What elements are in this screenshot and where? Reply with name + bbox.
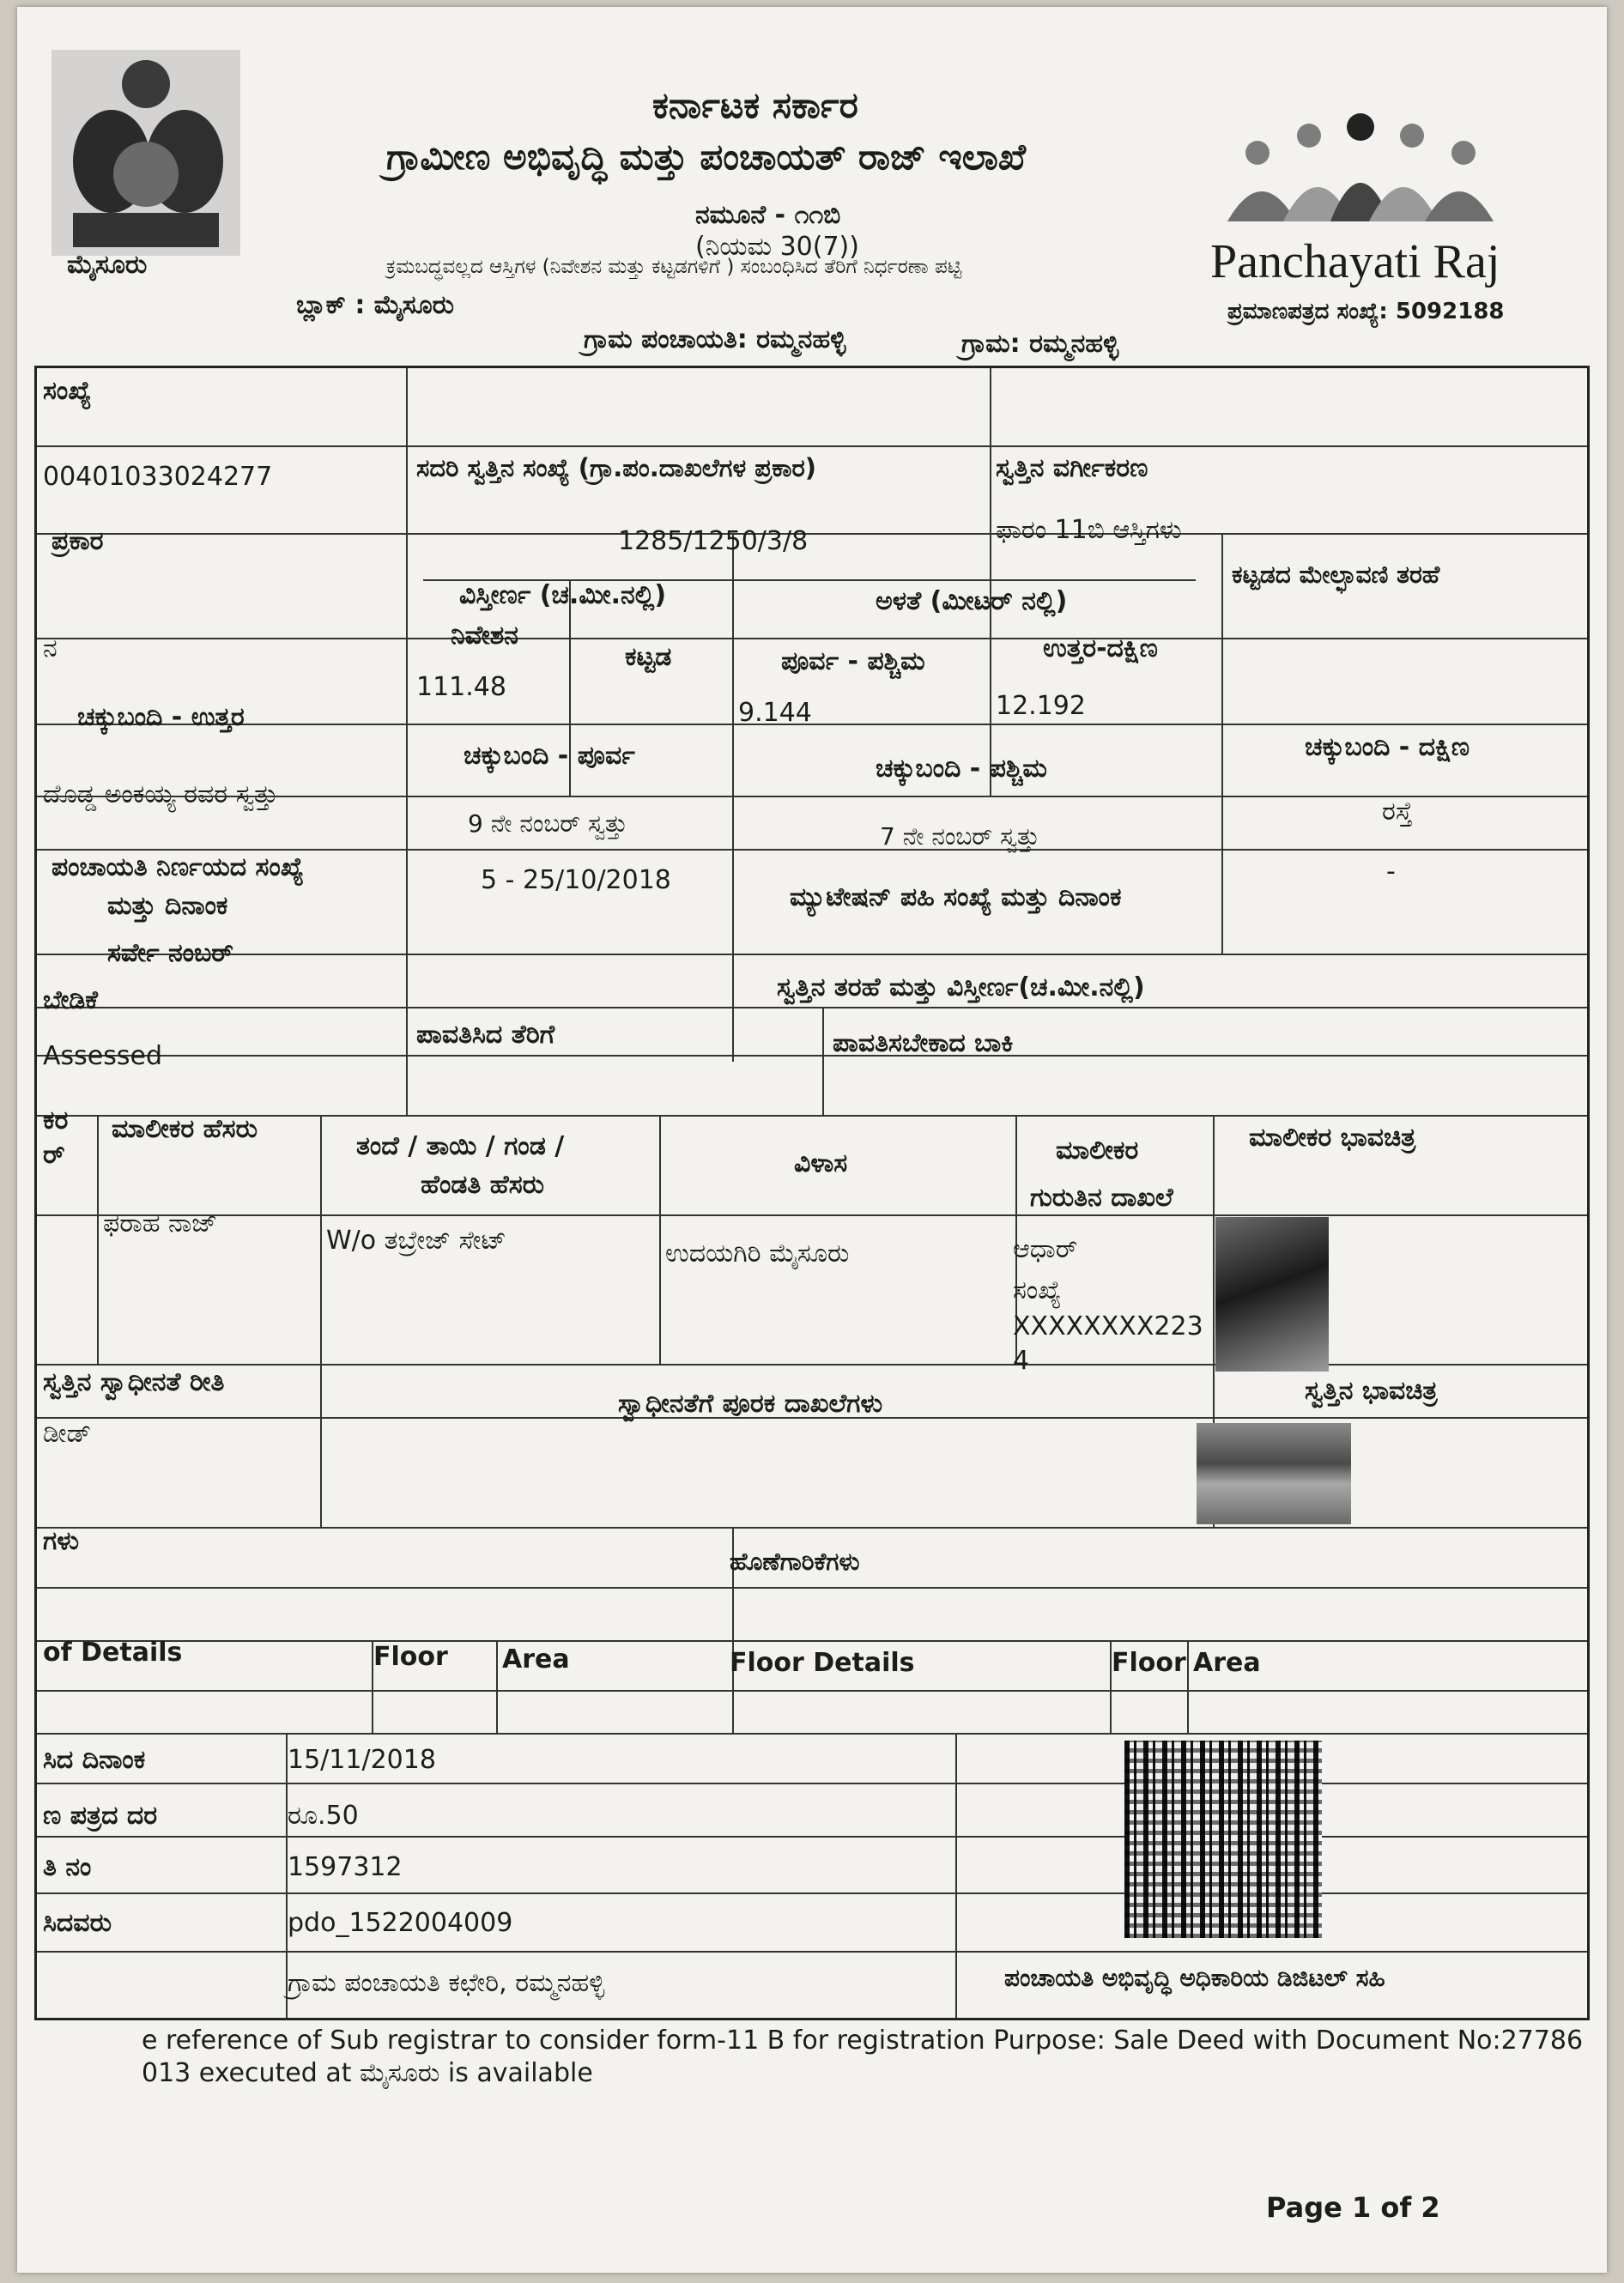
label-owner-id-1: ಮಾಲೀಕರ xyxy=(1056,1135,1139,1166)
value-receipt-no: 1597312 xyxy=(288,1852,403,1882)
label-decision-2: ಮತ್ತು ದಿನಾಂಕ xyxy=(107,891,228,921)
label-boundary-east: ಚಕ್ಕುಬಂದಿ - ಪೂರ್ವ xyxy=(464,741,635,771)
value-north-south: 12.192 xyxy=(996,691,1086,721)
label-north-south: ಉತ್ತರ-ದಕ್ಷಿಣ xyxy=(1043,633,1158,663)
label-property-number: ಸದರಿ ಸ್ವತ್ತಿನ ಸಂಖ್ಯೆ (ಗ್ರಾ.ಪಂ.ದಾಖಲೆಗಳ ಪ್ರಕಾರ) xyxy=(416,453,817,482)
label-balance: ಪಾವತಿಸಬೇಕಾದ ಬಾಕಿ xyxy=(833,1028,1014,1058)
label-floor: Floor xyxy=(373,1642,448,1672)
label-paid-tax: ಪಾವತಿಸಿದ ತೆರಿಗೆ xyxy=(416,1020,555,1050)
emblem-label: ಮೈಸೂರು xyxy=(67,250,148,280)
value-id-number: 00401033024277 xyxy=(43,462,273,492)
form-number: ನಮೂನೆ - ೧೧ಬಿ xyxy=(695,200,841,230)
label-ownership-mode: ಸ್ವತ್ತಿನ ಸ್ವಾಧೀನತೆ ರೀತಿ xyxy=(43,1367,225,1397)
value-mutation: - xyxy=(1386,857,1396,887)
label-receipt-no: ತಿ ನಂ xyxy=(43,1852,92,1882)
value-relative: W/o ತಬ್ರೇಜ್ ಸೇಟ್ xyxy=(326,1226,506,1256)
label-digital-signature: ಪಂಚಾಯತಿ ಅಭಿವೃದ್ಧಿ ಅಧಿಕಾರಿಯ ಡಿಜಿಟಲ್ ಸಹಿ xyxy=(1004,1964,1385,1992)
owner-photo xyxy=(1215,1217,1329,1372)
label-number: ಸಂಖ್ಯೆ xyxy=(43,376,92,406)
qr-code xyxy=(1124,1741,1322,1938)
label-classification: ಸ್ವತ್ತಿನ ವರ್ಗೀಕರಣ xyxy=(996,453,1148,483)
value-decision: 5 - 25/10/2018 xyxy=(481,865,671,895)
certificate-number: ಪ್ರಮಾಣಪತ್ರದ ಸಂಖ್ಯೆ: 5092188 xyxy=(1227,299,1505,324)
value-id-label: ಸಂಖ್ಯೆ xyxy=(1013,1275,1062,1305)
label-mutation: ಮ್ಯುಟೇಷನ್ ಪಹಿ ಸಂಖ್ಯೆ ಮತ್ತು ದಿನಾಂಕ xyxy=(790,882,1122,912)
label-address: ವಿಳಾಸ xyxy=(794,1148,848,1178)
assessment-table xyxy=(34,366,1590,2020)
value-boundary-north: ದೊಡ್ಡ ಅಂಕಯ್ಯ ರವರ ಸ್ವತ್ತು xyxy=(43,779,278,809)
label-roof-type: ಕಟ್ಟಡದ ಮೇಲ್ಛಾವಣಿ ತರಹೆ xyxy=(1232,560,1440,589)
value-address: ಉದಯಗಿರಿ ಮೈಸೂರು xyxy=(665,1238,850,1269)
label-decision-1: ಪಂಚಾಯತಿ ನಿರ್ಣಯದ ಸಂಖ್ಯೆ xyxy=(52,852,304,882)
property-photo xyxy=(1197,1423,1351,1524)
village-name: ಗ್ರಾಮ: ರಮ್ಮನಹಳ್ಳಿ xyxy=(961,329,1119,359)
label-boundary-south: ಚಕ್ಕುಬಂದಿ - ದಕ್ಷಿಣ xyxy=(1305,732,1470,762)
label-type: ಪ್ರಕಾರ xyxy=(52,526,104,556)
label-area: ವಿಸ್ತೀರ್ಣ (ಚ.ಮೀ.ನಲ್ಲಿ) xyxy=(459,580,667,610)
label-issued-by: ಸಿದವರು xyxy=(43,1908,112,1938)
label-issued-date: ಸಿದ ದಿನಾಂಕ xyxy=(43,1745,146,1775)
label-relative-1: ತಂದೆ / ತಾಯಿ / ಗಂಡ / xyxy=(356,1131,565,1161)
footer-note-2: 013 executed at ಮೈಸೂರು is available xyxy=(142,2058,593,2088)
value-classification: ಫಾರಂ 11ಬಿ ಆಸ್ತಿಗಳು xyxy=(996,515,1182,545)
value-id-suffix: 4 xyxy=(1013,1346,1030,1376)
brand-name: Panchayati Raj xyxy=(1210,235,1500,288)
value-id-type: ಆಧಾರ್ xyxy=(1013,1234,1078,1264)
label-floor-2: Floor xyxy=(1112,1648,1186,1678)
karnataka-emblem-icon xyxy=(43,33,249,264)
label-building: ಕಟ್ಟಡ xyxy=(625,642,672,672)
label-site: ನಿವೇಶನ xyxy=(451,621,518,651)
label-property-type-area: ಸ್ವತ್ತಿನ ತರಹೆ ಮತ್ತು ವಿಸ್ತೀರ್ಣ(ಚ.ಮೀ.ನಲ್ಲಿ) xyxy=(777,972,1145,1002)
label-area-en: Area xyxy=(502,1644,570,1674)
value-site-area: 111.48 xyxy=(416,672,506,702)
value-east-west: 9.144 xyxy=(738,698,812,728)
document-sheet xyxy=(17,7,1607,2273)
label-liabilities: ಹೊಣೆಗಾರಿಕೆಗಳು xyxy=(730,1547,860,1576)
value-id-masked: XXXXXXXX223 xyxy=(1013,1311,1203,1341)
label-cert-fee: ಣ ಪತ್ರದ ದರ xyxy=(43,1801,158,1831)
label-owner-no-1: ಕರ xyxy=(43,1105,69,1135)
block-name: ಬ್ಲಾಕ್ : ಮೈಸೂರು xyxy=(296,290,455,320)
label-ownership-docs: ಸ್ವಾಧೀನತೆಗೆ ಪೂರಕ ದಾಖಲೆಗಳು xyxy=(618,1389,883,1419)
value-office: ಗ್ರಾಮ ಪಂಚಾಯತಿ ಕಛೇರಿ, ರಮ್ಮನಹಳ್ಳಿ xyxy=(288,1968,605,1998)
govt-title: ಕರ್ನಾಟಕ ಸರ್ಕಾರ xyxy=(652,84,858,126)
value-boundary-east: 9 ನೇ ನಂಬರ್ ಸ್ವತ್ತು xyxy=(468,809,628,838)
value-boundary-south: ರಸ್ತೆ xyxy=(1382,796,1413,827)
label-floor-details: of Details xyxy=(43,1638,183,1668)
value-issued-date: 15/11/2018 xyxy=(288,1745,436,1775)
dept-title: ಗ್ರಾಮೀಣ ಅಭಿವೃದ್ಧಿ ಮತ್ತು ಪಂಚಾಯತ್ ರಾಜ್ ಇಲಾಖೆ xyxy=(386,136,1027,178)
label-items: ಗಳು xyxy=(43,1526,80,1556)
label-owner-no-2: ರ್ xyxy=(43,1140,65,1170)
panchayati-raj-logo-icon xyxy=(1210,101,1502,239)
label-assessed: Assessed xyxy=(43,1041,162,1071)
label-owner-id-2: ಗುರುತಿನ ದಾಖಲೆ xyxy=(1030,1183,1173,1213)
label-property-photo: ಸ್ವತ್ತಿನ ಭಾವಚಿತ್ರ xyxy=(1305,1376,1438,1406)
label-deed: ಡೀಡ್ xyxy=(43,1419,92,1449)
label-boundary-west: ಚಕ್ಕುಬಂದಿ - ಪಶ್ಚಿಮ xyxy=(876,754,1047,784)
label-owner-photo: ಮಾಲೀಕರ ಭಾವಚಿತ್ರ xyxy=(1249,1123,1416,1153)
value-owner-name: ಫರಾಹ ನಾಜ್ xyxy=(103,1208,218,1238)
label-relative-2: ಹೆಂಡತಿ ಹೆಸರು xyxy=(421,1170,545,1200)
label-floor-details-2: Floor Details xyxy=(730,1648,915,1678)
label-dimension: ಅಳತೆ (ಮೀಟರ್ ನಲ್ಲಿ) xyxy=(876,586,1068,616)
label-demand: ಬೇಡಿಕೆ xyxy=(43,985,98,1015)
form-subtitle: ಕ್ರಮಬದ್ಧವಲ್ಲದ ಆಸ್ತಿಗಳ (ನಿವೇಶನ ಮತ್ತು ಕಟ್ಟಡಗಳಿಗೆ ) ಸಂಬಂಧಿಸಿದ ತೆರಿಗೆ ನಿರ್ಧರಣಾ ಪಟ್ಟಿ xyxy=(386,256,962,278)
value-issued-by: pdo_1522004009 xyxy=(288,1908,513,1938)
label-row4: ನ xyxy=(43,633,58,663)
label-area-en-2: Area xyxy=(1193,1648,1261,1678)
value-property-number: 1285/1250/3/8 xyxy=(618,526,809,556)
value-boundary-west: 7 ನೇ ನಂಬರ್ ಸ್ವತ್ತು xyxy=(880,822,1040,851)
gram-panchayat-name: ಗ್ರಾಮ ಪಂಚಾಯತಿ: ರಮ್ಮನಹಳ್ಳಿ xyxy=(584,324,846,354)
rule-number: (ನಿಯಮ 30(7)) xyxy=(695,232,859,262)
label-boundary-north: ಚಕ್ಕುಬಂದಿ - ಉತ್ತರ xyxy=(77,702,245,732)
label-owner-name: ಮಾಲೀಕರ ಹೆಸರು xyxy=(112,1114,258,1144)
footer-note-1: e reference of Sub registrar to consider form-11 B for registration Purpose: Sale Deed with Document No:27786 xyxy=(142,2026,1584,2056)
label-east-west: ಪೂರ್ವ - ಪಶ್ಚಿಮ xyxy=(781,646,925,676)
value-cert-fee: ರೂ.50 xyxy=(288,1801,359,1831)
page-number: Page 1 of 2 xyxy=(1266,2191,1440,2224)
label-survey-number: ಸರ್ವೇ ನಂಬರ್ xyxy=(107,938,233,968)
